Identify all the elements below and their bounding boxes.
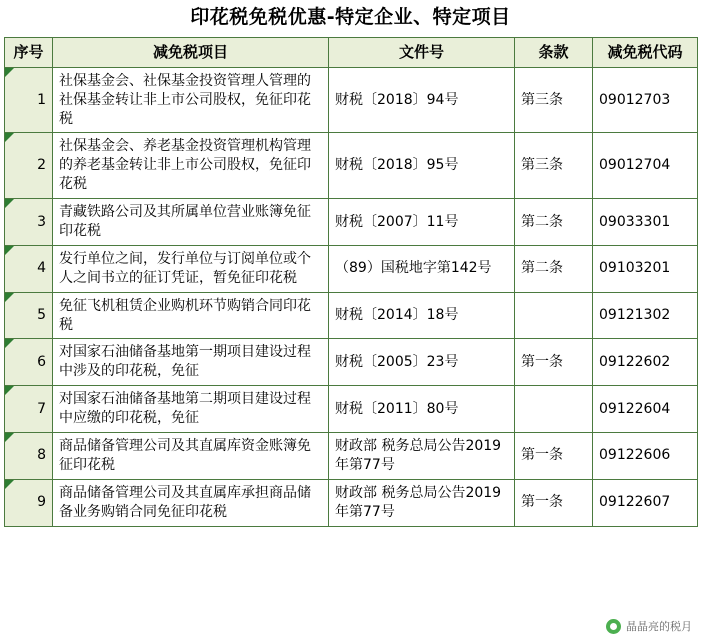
exemption-code: 09122602: [593, 339, 698, 386]
table-row: [5, 339, 698, 386]
document-number: 财税〔2018〕95号: [329, 133, 515, 199]
row-number-value: 6: [37, 353, 46, 370]
exemption-item: 对国家石油储备基地第二期项目建设过程中应缴的印花税，免征: [53, 386, 329, 433]
row-number: [5, 386, 53, 433]
document-number: 财税〔2005〕23号: [329, 339, 515, 386]
exemption-item: 商品储备管理公司及其直属库资金账簿免征印花税: [53, 433, 329, 480]
tax-exemption-table: [4, 37, 698, 527]
table-row: [5, 67, 698, 133]
clause: 第三条: [515, 67, 593, 133]
comment-marker-icon: [5, 339, 14, 348]
row-number-value: 2: [37, 157, 46, 174]
document-number: 财政部 税务总局公告2019年第77号: [329, 479, 515, 526]
row-number-value: 8: [37, 447, 46, 464]
comment-marker-icon: [5, 433, 14, 442]
exemption-code: 09012704: [593, 133, 698, 199]
column-header-item: 减免税项目: [53, 37, 329, 67]
clause: [515, 292, 593, 339]
row-number: [5, 67, 53, 133]
document-number: 财税〔2007〕11号: [329, 199, 515, 246]
comment-marker-icon: [5, 68, 14, 77]
exemption-item: 发行单位之间，发行单位与订阅单位或个人之间书立的征订凭证，暂免征印花税: [53, 245, 329, 292]
exemption-item: 对国家石油储备基地第一期项目建设过程中涉及的印花税，免征: [53, 339, 329, 386]
table-row: [5, 292, 698, 339]
row-number-value: 1: [37, 91, 46, 108]
exemption-code: 09103201: [593, 245, 698, 292]
comment-marker-icon: [5, 293, 14, 302]
row-number-value: 9: [37, 494, 46, 511]
column-header-no: 序号: [5, 37, 53, 67]
exemption-item: 社保基金会、养老基金投资管理机构管理的养老基金转让非上市公司股权，免征印花税: [53, 133, 329, 199]
account-logo-icon: [606, 619, 621, 634]
exemption-item: 社保基金会、社保基金投资管理人管理的社保基金转让非上市公司股权，免征印花税: [53, 67, 329, 133]
row-number: [5, 433, 53, 480]
exemption-item: 免征飞机租赁企业购机环节购销合同印花税: [53, 292, 329, 339]
row-number-value: 7: [37, 400, 46, 417]
table-row: [5, 433, 698, 480]
row-number: [5, 339, 53, 386]
row-number: [5, 133, 53, 199]
comment-marker-icon: [5, 199, 14, 208]
row-number: [5, 479, 53, 526]
watermark-text: 晶晶亮的税月: [626, 620, 692, 633]
column-header-clause: 条款: [515, 37, 593, 67]
row-number: [5, 199, 53, 246]
table-row: [5, 386, 698, 433]
document-number: （89）国税地字第142号: [329, 245, 515, 292]
clause: [515, 386, 593, 433]
table-row: [5, 245, 698, 292]
exemption-code: 09012703: [593, 67, 698, 133]
comment-marker-icon: [5, 386, 14, 395]
column-header-doc: 文件号: [329, 37, 515, 67]
clause: 第二条: [515, 199, 593, 246]
clause: 第一条: [515, 433, 593, 480]
exemption-code: 09122607: [593, 479, 698, 526]
page-title: 印花税免税优惠-特定企业、特定项目: [190, 6, 511, 28]
column-header-code: 减免税代码: [593, 37, 698, 67]
exemption-code: 09122606: [593, 433, 698, 480]
comment-marker-icon: [5, 133, 14, 142]
watermark: [603, 616, 695, 636]
exemption-code: 09122604: [593, 386, 698, 433]
exemption-item: 青藏铁路公司及其所属单位营业账簿免征印花税: [53, 199, 329, 246]
clause: 第一条: [515, 479, 593, 526]
document-number: 财税〔2011〕80号: [329, 386, 515, 433]
document-number: 财税〔2018〕94号: [329, 67, 515, 133]
row-number: [5, 292, 53, 339]
exemption-item: 商品储备管理公司及其直属库承担商品储备业务购销合同免征印花税: [53, 479, 329, 526]
table-row: [5, 199, 698, 246]
clause: 第二条: [515, 245, 593, 292]
table-row: [5, 133, 698, 199]
row-number-value: 4: [37, 260, 46, 277]
table-header-row: [5, 37, 698, 67]
document-number: 财税〔2014〕18号: [329, 292, 515, 339]
row-number: [5, 245, 53, 292]
comment-marker-icon: [5, 480, 14, 489]
exemption-code: 09033301: [593, 199, 698, 246]
row-number-value: 3: [37, 213, 46, 230]
comment-marker-icon: [5, 246, 14, 255]
clause: 第一条: [515, 339, 593, 386]
table-row: [5, 479, 698, 526]
clause: 第三条: [515, 133, 593, 199]
document-number: 财政部 税务总局公告2019年第77号: [329, 433, 515, 480]
row-number-value: 5: [37, 307, 46, 324]
exemption-code: 09121302: [593, 292, 698, 339]
